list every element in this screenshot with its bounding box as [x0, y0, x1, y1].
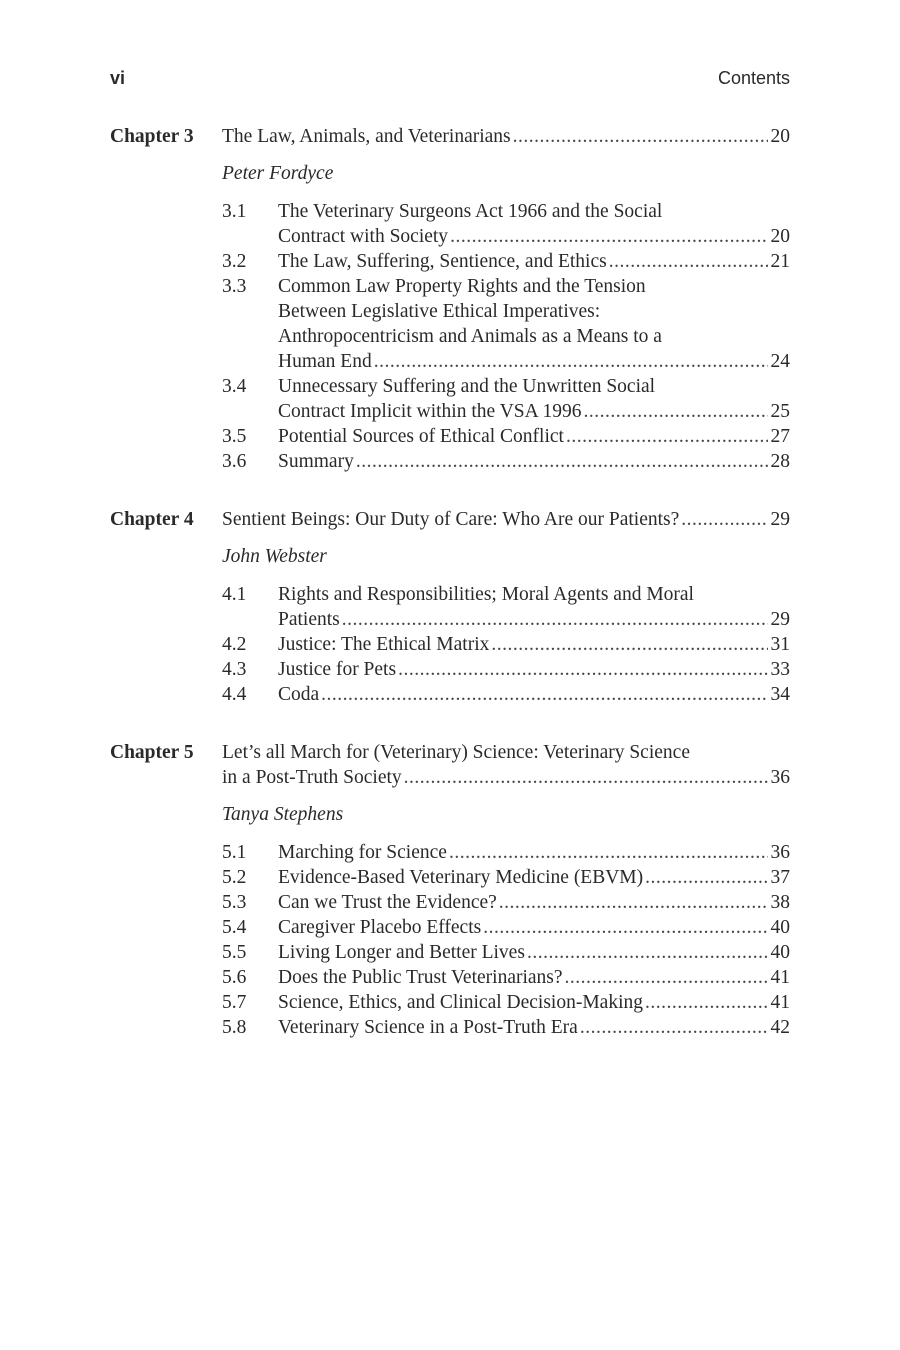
section-title-line: Common Law Property Rights and the Tension [278, 276, 646, 297]
section-entry [222, 990, 790, 1015]
section-number: 3.2 [222, 251, 247, 272]
page-ref: 31 [770, 634, 790, 655]
page-ref: 29 [770, 509, 790, 530]
section-title-block [278, 424, 790, 449]
dot-leader [584, 399, 768, 424]
section-entry [222, 965, 790, 990]
section-number: 5.4 [222, 917, 247, 938]
section-title-block [278, 657, 790, 682]
section-link[interactable] [278, 890, 790, 915]
page-ref: 27 [770, 426, 790, 447]
section-title-block [278, 865, 790, 890]
section-title-block [278, 840, 790, 865]
chapter-author: John Webster [222, 546, 327, 567]
section-link[interactable] [278, 840, 790, 865]
dot-leader [321, 682, 767, 707]
chapter-body [222, 507, 790, 707]
entry-title: Sentient Beings: Our Duty of Care: Who Are our Patients? [222, 509, 680, 530]
section-title-block [278, 582, 790, 632]
page-ref: 20 [770, 126, 790, 147]
entry-title: Patients [278, 609, 340, 630]
page-ref: 41 [770, 967, 790, 988]
section-entry [222, 865, 790, 890]
chapter-author: Peter Fordyce [222, 163, 334, 184]
section-number: 5.6 [222, 967, 247, 988]
section-number: 5.3 [222, 892, 247, 913]
section-number: 3.1 [222, 201, 247, 222]
dot-leader [681, 507, 767, 532]
dot-leader [374, 349, 768, 374]
section-title-block [278, 915, 790, 940]
dot-leader [491, 632, 767, 657]
page-number: vi [110, 68, 126, 88]
dot-leader [565, 965, 768, 990]
section-link[interactable] [278, 657, 790, 682]
chapter-entry [110, 740, 790, 1040]
page-ref: 28 [770, 451, 790, 472]
chapter-entry [110, 507, 790, 707]
page-ref: 40 [770, 942, 790, 963]
page-ref: 36 [770, 767, 790, 788]
section-title-block [278, 940, 790, 965]
entry-title: Science, Ethics, and Clinical Decision-Making [278, 992, 643, 1013]
dot-leader [513, 124, 768, 149]
dot-leader [342, 607, 768, 632]
section-link[interactable] [278, 449, 790, 474]
entry-title: Living Longer and Better Lives [278, 942, 525, 963]
section-link[interactable] [278, 224, 790, 249]
section-title-line: The Veterinary Surgeons Act 1966 and the Social [278, 201, 663, 222]
entry-title: The Law, Animals, and Veterinarians [222, 126, 511, 147]
chapter-entry [110, 124, 790, 474]
section-entry [222, 249, 790, 274]
section-title-block [278, 990, 790, 1015]
section-title-block [278, 199, 790, 249]
entry-title: Coda [278, 684, 320, 705]
entry-title: Marching for Science [278, 842, 447, 863]
entry-title: Justice for Pets [278, 659, 397, 680]
dot-leader [398, 657, 767, 682]
section-entry [222, 890, 790, 915]
section-title-line: Between Legislative Ethical Imperatives: [278, 301, 601, 322]
chapter-author: Tanya Stephens [222, 804, 344, 825]
entry-title: Veterinary Science in a Post-Truth Era [278, 1017, 578, 1038]
section-entry [222, 632, 790, 657]
section-number: 3.6 [222, 451, 247, 472]
section-title-line: Anthropocentricism and Animals as a Means to a [278, 326, 662, 347]
section-entry [222, 274, 790, 374]
table-of-contents [110, 124, 790, 1073]
dot-leader [450, 224, 767, 249]
section-link[interactable] [278, 249, 790, 274]
dot-leader [356, 449, 768, 474]
section-link[interactable] [278, 607, 790, 632]
section-title-line: Unnecessary Suffering and the Unwritten Social [278, 376, 656, 397]
chapter-title-line: Let’s all March for (Veterinary) Science: Veterinary Science [222, 742, 690, 763]
section-link[interactable] [278, 424, 790, 449]
page-ref: 21 [770, 251, 790, 272]
chapter-title-link[interactable] [222, 765, 790, 790]
entry-title: Potential Sources of Ethical Conflict [278, 426, 564, 447]
chapter-body [222, 740, 790, 1040]
section-entry [222, 199, 790, 249]
page-header [110, 68, 790, 96]
page-ref: 20 [770, 226, 790, 247]
section-link[interactable] [278, 632, 790, 657]
section-entry [222, 374, 790, 424]
page-ref: 33 [770, 659, 790, 680]
dot-leader [449, 840, 768, 865]
page-ref: 24 [770, 351, 790, 372]
dot-leader [580, 1015, 768, 1040]
dot-leader [527, 940, 768, 965]
section-entry [222, 915, 790, 940]
page-ref: 25 [770, 401, 790, 422]
section-entry [222, 424, 790, 449]
section-title-block [278, 249, 790, 274]
dot-leader [645, 990, 768, 1015]
section-link[interactable] [278, 349, 790, 374]
entry-title: Human End [278, 351, 372, 372]
section-link[interactable] [278, 865, 790, 890]
section-title-block [278, 682, 790, 707]
running-title: Contents [717, 68, 790, 88]
section-title-block [278, 374, 790, 424]
section-link[interactable] [278, 682, 790, 707]
chapter-title-link[interactable] [222, 507, 790, 532]
page-ref: 36 [770, 842, 790, 863]
section-entry [222, 940, 790, 965]
entry-title: The Law, Suffering, Sentience, and Ethics [278, 251, 607, 272]
section-entry [222, 657, 790, 682]
section-title-block [278, 274, 790, 374]
section-title-block [278, 890, 790, 915]
section-number: 3.5 [222, 426, 247, 447]
chapter-label: Chapter 4 [110, 509, 194, 530]
section-number: 4.4 [222, 684, 247, 705]
section-link[interactable] [278, 990, 790, 1015]
section-entry [222, 1015, 790, 1040]
page-ref: 29 [770, 609, 790, 630]
section-entry [222, 449, 790, 474]
section-number: 5.5 [222, 942, 247, 963]
entry-title: Does the Public Trust Veterinarians? [278, 967, 563, 988]
section-title-block [278, 632, 790, 657]
entry-title: Can we Trust the Evidence? [278, 892, 497, 913]
dot-leader [483, 915, 767, 940]
chapter-label: Chapter 3 [110, 126, 194, 147]
section-link[interactable] [278, 1015, 790, 1040]
section-number: 5.1 [222, 842, 247, 863]
dot-leader [609, 249, 768, 274]
section-number: 3.4 [222, 376, 247, 397]
page-ref: 42 [770, 1017, 790, 1038]
entry-title: Justice: The Ethical Matrix [278, 634, 490, 655]
section-entry [222, 582, 790, 632]
section-title-block [278, 1015, 790, 1040]
dot-leader [499, 890, 768, 915]
dot-leader [645, 865, 767, 890]
section-number: 5.7 [222, 992, 247, 1013]
page-ref: 40 [770, 917, 790, 938]
section-link[interactable] [278, 915, 790, 940]
section-entry [222, 840, 790, 865]
section-number: 4.3 [222, 659, 247, 680]
dot-leader [404, 765, 768, 790]
page-ref: 41 [770, 992, 790, 1013]
entry-title: Contract Implicit within the VSA 1996 [278, 401, 582, 422]
chapter-title-link[interactable] [222, 124, 790, 149]
section-number: 3.3 [222, 276, 247, 297]
entry-title: Evidence-Based Veterinary Medicine (EBVM) [278, 867, 644, 888]
section-title-block [278, 965, 790, 990]
dot-leader [566, 424, 768, 449]
page-ref: 37 [770, 867, 790, 888]
entry-title: Summary [278, 451, 354, 472]
section-entry [222, 682, 790, 707]
section-number: 5.2 [222, 867, 247, 888]
section-number: 5.8 [222, 1017, 247, 1038]
section-link[interactable] [278, 965, 790, 990]
entry-title: Contract with Society [278, 226, 449, 247]
chapter-body [222, 124, 790, 474]
entry-title: Caregiver Placebo Effects [278, 917, 482, 938]
section-title-block [278, 449, 790, 474]
page-ref: 38 [770, 892, 790, 913]
chapter-label: Chapter 5 [110, 742, 194, 763]
section-number: 4.2 [222, 634, 247, 655]
section-link[interactable] [278, 940, 790, 965]
page-ref: 34 [770, 684, 790, 705]
section-title-line: Rights and Responsibilities; Moral Agents and Moral [278, 584, 694, 605]
section-number: 4.1 [222, 584, 247, 605]
entry-title: in a Post-Truth Society [222, 767, 402, 788]
section-link[interactable] [278, 399, 790, 424]
